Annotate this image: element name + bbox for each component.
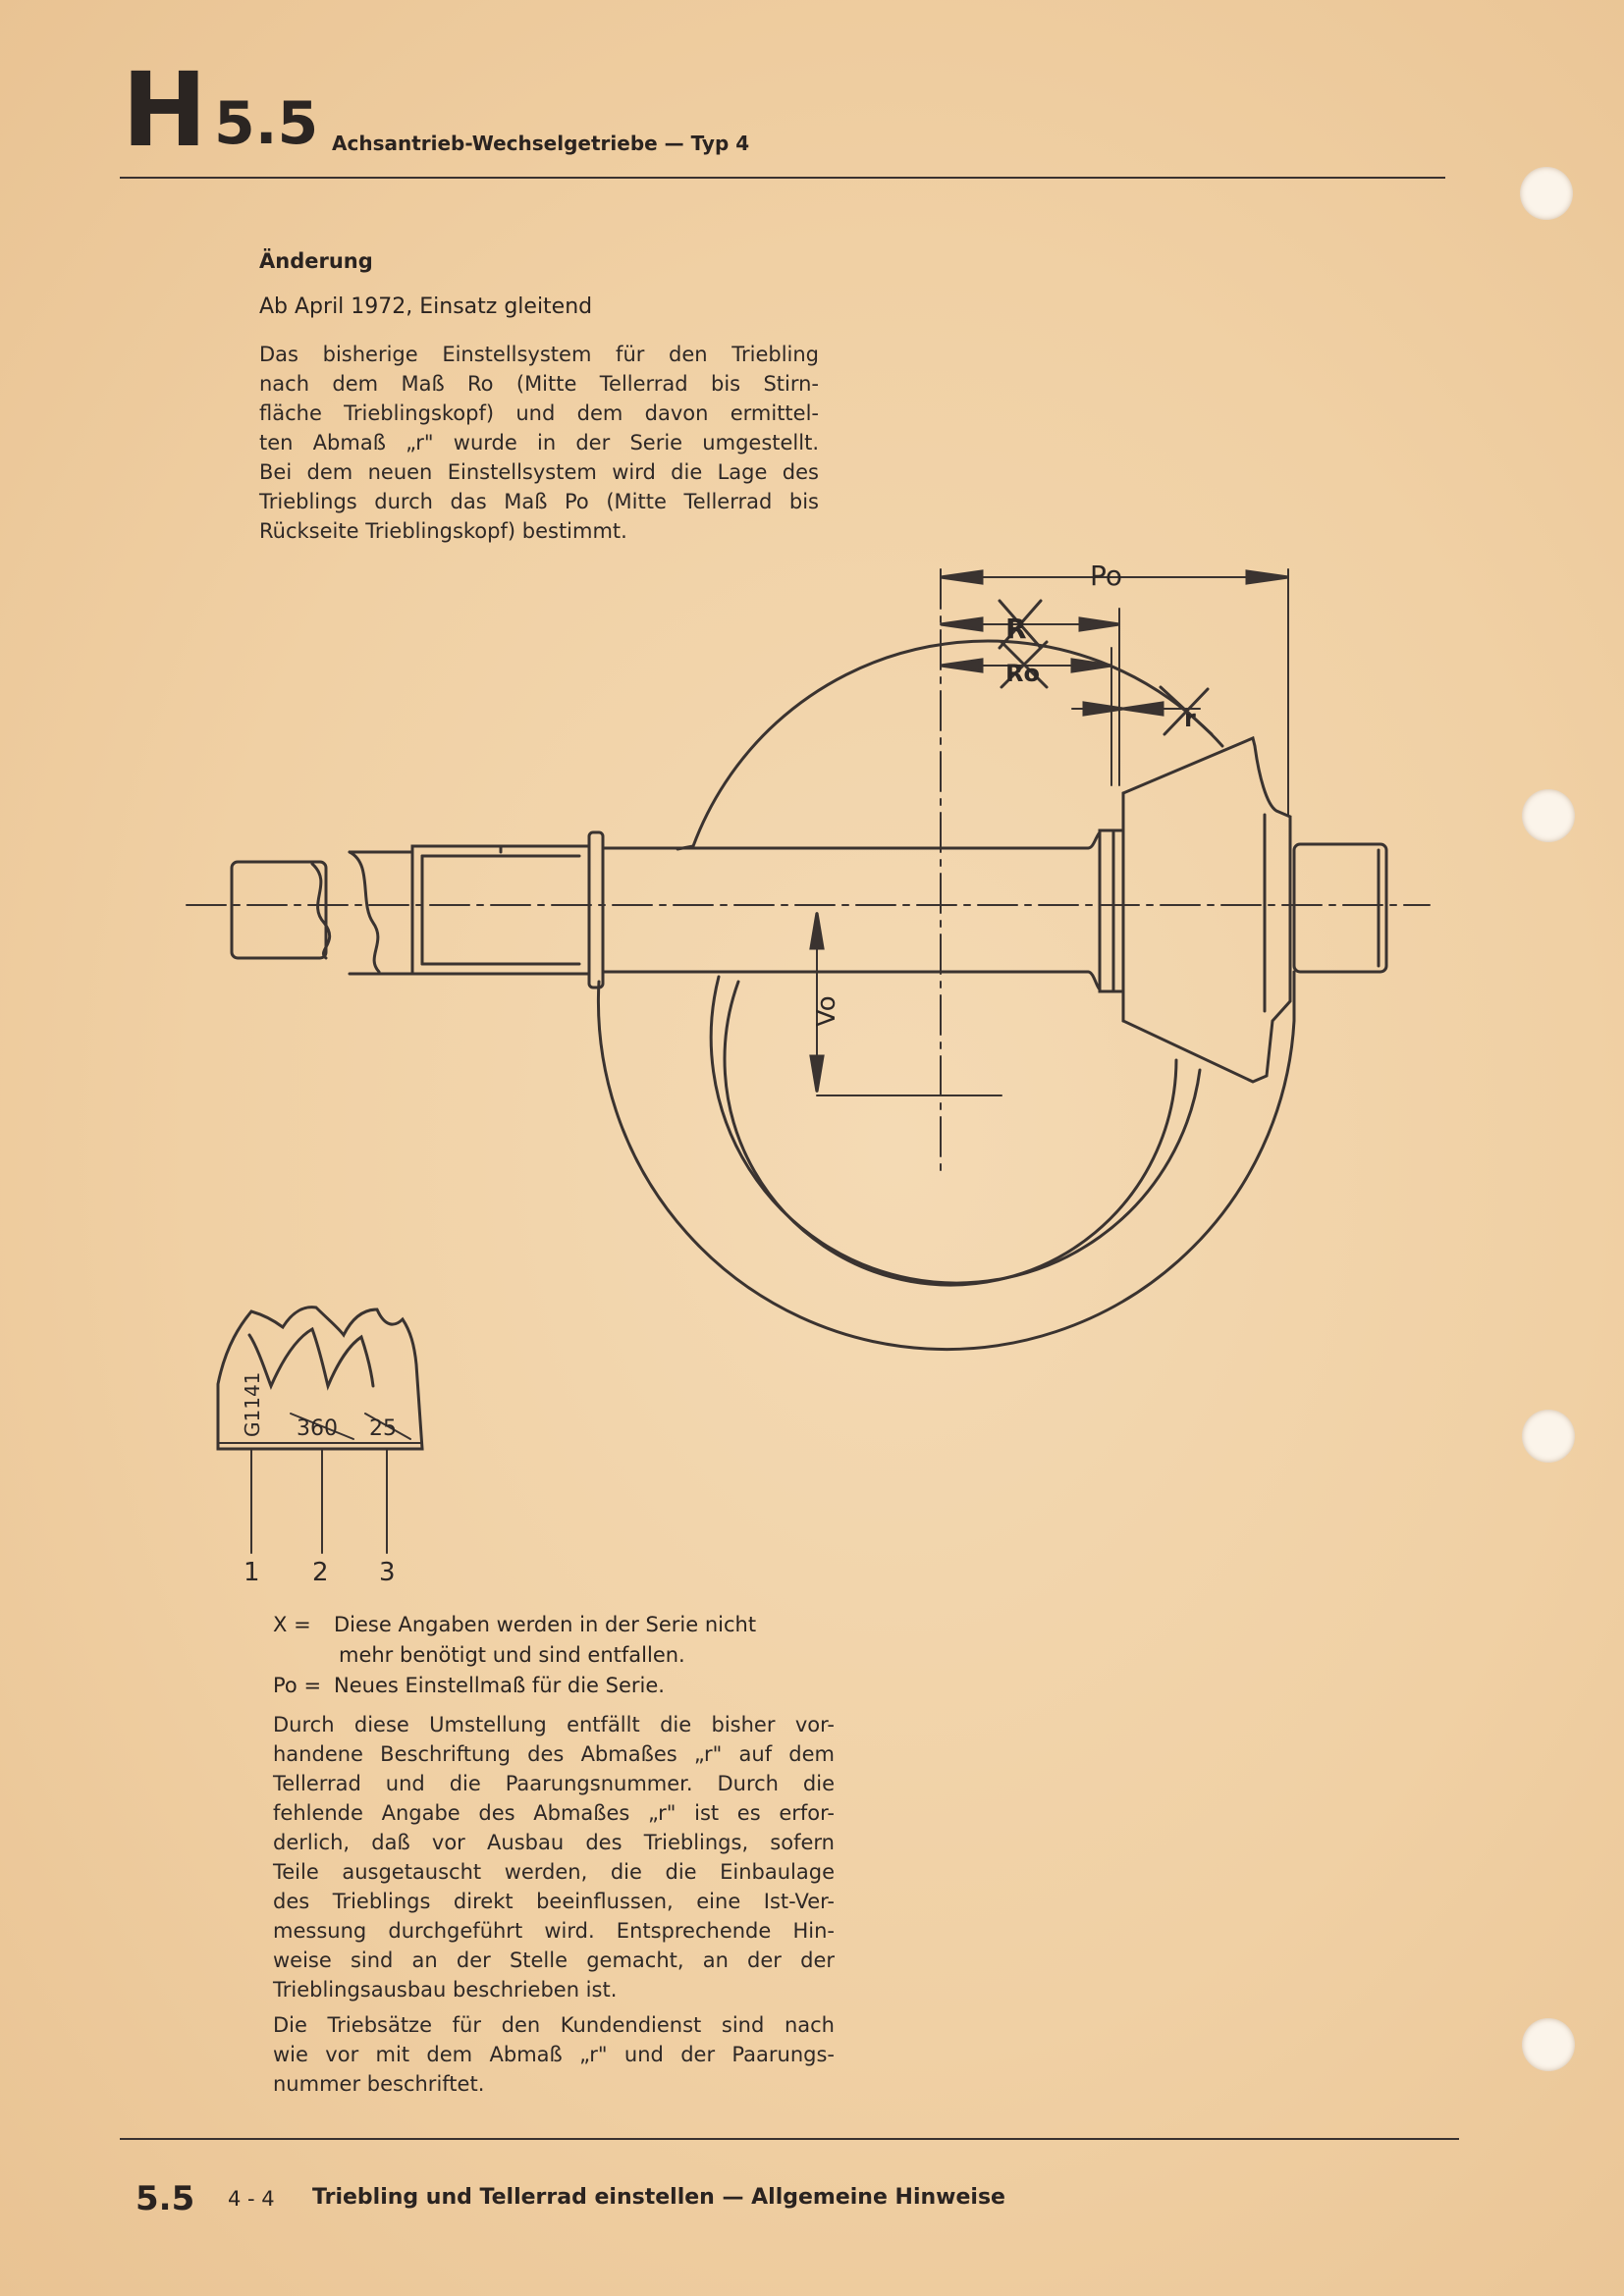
shaft-left-stub: [232, 862, 326, 958]
intro-line: nach dem Maß Ro (Mitte Tellerrad bis Stirn-: [259, 372, 819, 396]
intro-line: Trieblings durch das Maß Po (Mitte Tellerrad bis: [259, 490, 819, 513]
legend-key-x: X =: [273, 1613, 311, 1636]
footer-section-number: 5.5: [135, 2179, 195, 2218]
legend-text-po: Neues Einstellmaß für die Serie.: [334, 1674, 665, 1697]
body-line: wie vor mit dem Abmaß „r" und der Paarungs-: [273, 2043, 835, 2066]
marking-crossed-2: 25: [369, 1416, 397, 1441]
header-section-number: 5.5: [214, 89, 319, 158]
legend-text-x: Diese Angaben werden in der Serie nicht: [334, 1613, 757, 1636]
intro-line: Rückseite Trieblingskopf) bestimmt.: [259, 519, 627, 543]
body-line: fehlende Angabe des Abmaßes „r" ist es erfor-: [273, 1801, 835, 1825]
body-line: Tellerrad und die Paarungsnummer. Durch die: [273, 1772, 835, 1795]
label-r: R: [1005, 613, 1027, 645]
callout-1: 1: [244, 1558, 260, 1587]
legend-row-x: [273, 1610, 833, 1640]
header-letter: H: [122, 50, 206, 170]
body-line: nummer beschriftet.: [273, 2072, 485, 2096]
intro-line: fläche Trieblingskopf) und dem davon ermittel-: [259, 401, 819, 425]
body-line: messung durchgeführt wird. Entsprechende Hin-: [273, 1919, 835, 1943]
ring-gear-outer: [693, 641, 1222, 846]
shaft-shoulder: [1100, 830, 1123, 991]
label-vo: Vo: [812, 995, 841, 1027]
marking-code: G1141: [241, 1371, 264, 1437]
label-small-r: r: [1184, 705, 1196, 732]
intro-line: Bei dem neuen Einstellsystem wird die Lage des: [259, 460, 819, 484]
date-line: Ab April 1972, Einsatz gleitend: [259, 294, 593, 319]
callout-3: 3: [379, 1558, 396, 1587]
marking-crossed-1: 360: [297, 1416, 338, 1441]
body-paragraph: [273, 1710, 835, 2004]
legend: [273, 1610, 833, 1701]
section-heading: Änderung: [259, 249, 373, 273]
shaft-right-stub: [1294, 844, 1386, 972]
legend-text-x-cont: mehr benötigt und sind entfallen.: [339, 1643, 685, 1667]
ring-gear-inner2: [725, 982, 1176, 1285]
intro-line: ten Abmaß „r" wurde in der Serie umgestellt.: [259, 431, 819, 454]
footer-title: Triebling und Tellerrad einstellen — Allgemeine Hinweise: [312, 2185, 1005, 2210]
body-line: Durch diese Umstellung entfällt die bisher vor-: [273, 1713, 835, 1736]
callout-2: 2: [312, 1558, 329, 1587]
body-line: des Trieblings direkt beeinflussen, eine Ist-Ver-: [273, 1890, 835, 1913]
body-line: Teile ausgetauscht werden, die die Einbaulage: [273, 1860, 835, 1884]
legend-row-po: [273, 1671, 833, 1701]
legend-key-po: Po =: [273, 1674, 322, 1697]
shaft-collar: [589, 832, 603, 988]
body-line: Trieblingsausbau beschrieben ist.: [273, 1978, 618, 2002]
body-line: derlich, daß vor Ausbau des Trieblings, sofern: [273, 1831, 835, 1854]
ring-gear-lower: [598, 972, 1294, 1350]
body-line: handene Beschriftung des Abmaßes „r" auf dem: [273, 1742, 835, 1766]
label-ro: Ro: [1005, 660, 1040, 687]
footer-rule: [120, 2138, 1459, 2140]
label-po: Po: [1090, 560, 1123, 592]
header-title: Achsantrieb-Wechselgetriebe — Typ 4: [332, 132, 750, 155]
body-line: Die Triebsätze für den Kundendienst sind nach: [273, 2013, 835, 2037]
intro-line: Das bisherige Einstellsystem für den Triebling: [259, 343, 819, 366]
body-paragraph-2: [273, 2010, 835, 2099]
footer-page-number: 4 - 4: [228, 2187, 275, 2211]
body-line: weise sind an der Stelle gemacht, an der der: [273, 1949, 835, 1972]
